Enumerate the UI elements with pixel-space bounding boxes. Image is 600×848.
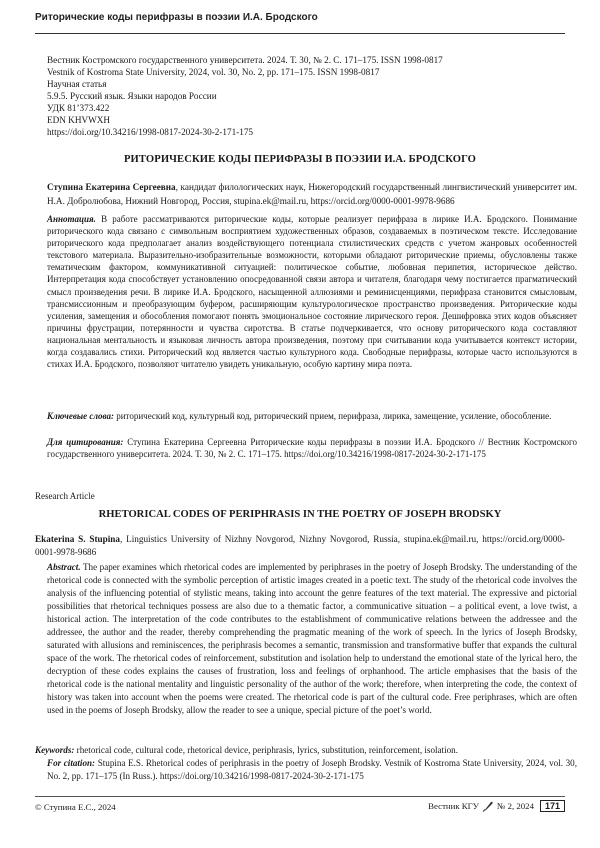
- author-info-ru: , кандидат филологических наук, Нижегородский государственный лингвистический университет им. Н.А. Добролюбова, Нижний Новгород, Россия, stupina.ek@mail.ru, https://orcid.org/0000-0001-9978-9686: [47, 182, 577, 206]
- citation-label-ru: Для цитирования:: [47, 437, 124, 447]
- abstract-text-en: The paper examines which rhetorical codes are implemented by periphrases in the poetry of Joseph Brodsky. The understanding of the rhetorical code is connected with the symbolic perception of artistic images created in a poetic text. The study of the rhetorical code involves the analysis of the influencing potential of stylistic means, taking into account the genre features of the text material. The expressive and pictorial possibilities that rhetorical techniques possess are also due to a thematic factor, a communicative situation – a political event, a love twist, a historical action. The interpretation of the code contributes to the establishment of communicative relations between the addressee and the addressee, the author and the reader, thereby comprehending the pragmatic meaning of the work of speech. In the lyrics of Joseph Brodsky, saturated with allusions and reminiscences, the periphrasis becomes a semantic, transmission and transformative buffer that expands the cultural space of the work. The rhetorical codes of reinforcement, substitution and isolation help to understand the emotional state of the lyrical hero, the decryption of these codes explains the causes of frustration, loss and feelings of orphanhood. The article emphasises that the basis of the rhetorical code is the national mentality and linguistic personality of the author of the work; therefore, when interpreting the code, the context of history was taken into account when the poems were created. The rhetorical code is part of the cultural code. Free periphrases, which are often used in the poems of Joseph Brodsky, allow the reader to see a unique, special picture of the poet’s world.: [47, 562, 577, 715]
- keywords-label-en: Keywords:: [35, 745, 75, 755]
- abstract-label-ru: Аннотация.: [47, 214, 96, 224]
- article-title-ru: РИТОРИЧЕСКИЕ КОДЫ ПЕРИФРАЗЫ В ПОЭЗИИ И.А. БРОДСКОГО: [123, 154, 477, 165]
- author-name-ru: Ступина Екатерина Сергеевна: [47, 182, 176, 192]
- meta-line-ru-journal: Вестник Костромского государственного университета. 2024. Т. 30, № 2. С. 171–175. ISSN 1998-0817: [47, 55, 443, 65]
- journal-name: Вестник КГУ: [428, 801, 479, 811]
- citation-ru: [35, 436, 577, 460]
- quill-icon: [482, 800, 494, 812]
- abstract-ru: [35, 213, 577, 370]
- article-title-en: RHETORICAL CODES OF PERIPHRASIS IN THE POETRY OF JOSEPH BRODSKY: [98, 509, 502, 520]
- abstract-en: [35, 561, 577, 717]
- article-metadata: [47, 54, 565, 138]
- journal-footer: [428, 800, 565, 812]
- meta-line-specialty: 5.9.5. Русский язык. Языки народов России: [47, 91, 217, 101]
- header-rule: [35, 33, 565, 34]
- keywords-en: [35, 744, 565, 757]
- author-block-en: [35, 533, 565, 559]
- keywords-label-ru: Ключевые слова:: [47, 411, 114, 421]
- citation-en: [35, 757, 577, 783]
- meta-line-article-type: Научная статья: [47, 79, 107, 89]
- citation-label-en: For citation:: [47, 758, 96, 768]
- meta-line-doi[interactable]: https://doi.org/10.34216/1998-0817-2024-30-2-171-175: [47, 127, 254, 137]
- journal-mark: [428, 800, 534, 812]
- keywords-text-en: rhetorical code, cultural code, rhetorical device, periphrasis, lyrics, substitution, reinforcement, isolation.: [74, 745, 458, 755]
- footer-rule: [35, 796, 565, 797]
- meta-line-udc: УДК 81’373.422: [47, 103, 110, 113]
- author-block-ru: [35, 180, 577, 208]
- keywords-text-ru: риторический код, культурный код, риторический прием, перифраза, лирика, замещение, усиление, обособление.: [113, 411, 552, 421]
- article-type-en: Research Article: [35, 491, 95, 501]
- meta-line-en-journal: Vestnik of Kostroma State University, 2024, vol. 30, No. 2, pp. 171–175. ISSN 1998-0817: [47, 67, 380, 77]
- abstract-text-ru: В работе рассматриваются риторические коды, которые реализует перифраза в лирике И.А. Бродского. Понимание риторического кода связано с символьным восприятием художественных образов, создаваемых в поэтическом тексте. Исследование риторического кода предполагает анализ воздействующего потенциала стилистических средств с учетом жанровых особенностей текстового материала. Выразительно-изобразительные возможности, которыми обладают риторические приемы, обусловлены также тематическим фактором, коммуникативной ситуацией: политическое событие, любовная перипетия, историческое действо. Интерпретация кода способствует установлению опосредованной связи автора и читателя, благодаря чему постигается прагматический смысл произведения речи. В лирике И.А. Бродского, насыщенной аллюзиями и реминисценциями, перифраза становится смысловым, трансмиссионным и преобразующим буфером, расширяющим культурологическое пространство произведения. Риторические коды усиления, замещения и обособления помогают понять эмоциональное состояние лирического героя. Дешифровка этих кодов объясняет причины фрустрации, потерянности и чувства сиротства. В статье подчеркивается, что основу риторического кода составляют национальная ментальность и языковая личность автора произведения, поэтому при считывании кода учитывается контекст истории, когда создавались стихи. Риторический код является частью культурного кода. Свободные перифразы, которые часто используются в стихах И.А. Бродского, позволяют читателю увидеть уникальную, особую картину мира поэта.: [47, 214, 577, 370]
- meta-line-edn: EDN KHVWXH: [47, 115, 111, 125]
- author-name-en: Ekaterina S. Stupina: [35, 534, 120, 544]
- citation-text-en: Stupina E.S. Rhetorical codes of periphrasis in the poetry of Joseph Brodsky. Vestnik of Kostroma State University, 2024, vol. 30, No. 2, pp. 171–175 (In Russ.). https://doi.org/10.34216/1998-0817-2024-30-2-171-175: [47, 758, 577, 781]
- author-info-en: , Linguistics University of Nizhny Novgorod, Nizhny Novgorod, Russia, stupina.ek@mail.ru, https://orcid.org/0000-0001-9978-9686: [35, 534, 565, 557]
- keywords-ru: [35, 410, 577, 422]
- issue-label: № 2, 2024: [496, 801, 534, 811]
- citation-text-ru: Ступина Екатерина Сергеевна Риторические коды перифразы в поэзии И.А. Бродского // Вестник Костромского государственного университета. 2024. Т. 30, № 2. С. 171–175. https://doi.org/10.34216/1998-0817-2024-30-2-171-175: [47, 437, 577, 460]
- abstract-label-en: Abstract.: [47, 562, 81, 572]
- page-number: 171: [540, 800, 565, 812]
- running-title: Риторические коды перифразы в поэзии И.А. Бродского: [35, 12, 318, 23]
- copyright-note: © Ступина Е.С., 2024: [35, 802, 116, 812]
